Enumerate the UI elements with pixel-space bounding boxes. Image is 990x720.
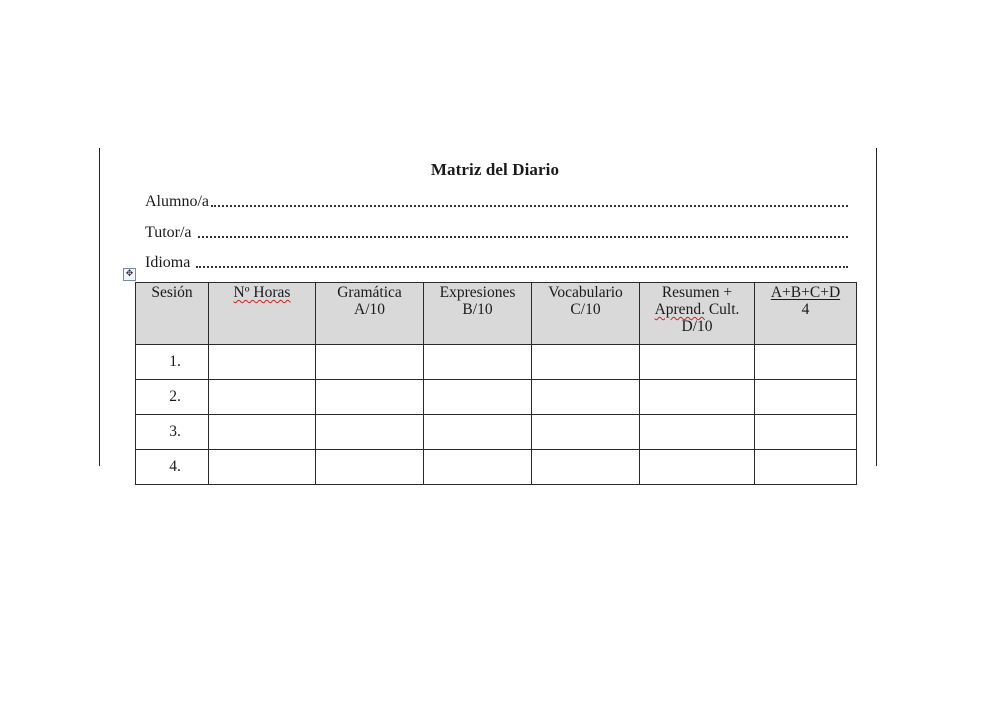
cell-horas[interactable] xyxy=(209,380,316,415)
header-total-divisor: 4 xyxy=(801,301,810,318)
header-expresiones-score: B/10 xyxy=(462,301,493,318)
alumno-field[interactable] xyxy=(145,191,848,211)
table-row xyxy=(136,415,857,450)
tutor-label: Tutor/a xyxy=(145,224,192,241)
header-total-label: A+B+C+D xyxy=(770,284,841,301)
header-gramatica-label: Gramática xyxy=(337,284,402,301)
header-vocabulario xyxy=(532,283,640,345)
table-header-row xyxy=(136,283,857,345)
row-sesion-number: 2. xyxy=(136,380,209,415)
header-vocabulario-label: Vocabulario xyxy=(548,284,623,301)
cell-horas[interactable] xyxy=(209,345,316,380)
header-expresiones-label: Expresiones xyxy=(439,284,516,301)
cell-resumen[interactable] xyxy=(640,380,755,415)
cell-horas[interactable] xyxy=(209,450,316,485)
header-horas-label: Nº Horas xyxy=(233,284,291,301)
cell-vocabulario[interactable] xyxy=(532,380,640,415)
page-left-edge xyxy=(99,148,100,466)
cell-gramatica[interactable] xyxy=(316,380,424,415)
table-move-handle-icon[interactable]: ✥ xyxy=(123,268,136,281)
table-row xyxy=(136,345,857,380)
alumno-label: Alumno/a xyxy=(145,193,209,210)
table-row xyxy=(136,450,857,485)
tutor-field[interactable] xyxy=(145,222,848,242)
header-gramatica xyxy=(316,283,424,345)
cell-total[interactable] xyxy=(755,450,857,485)
tutor-dotted-line xyxy=(198,235,848,238)
table-row xyxy=(136,380,857,415)
header-sesion xyxy=(136,283,209,345)
row-sesion-number: 1. xyxy=(136,345,209,380)
cell-gramatica[interactable] xyxy=(316,450,424,485)
cell-horas[interactable] xyxy=(209,415,316,450)
header-horas xyxy=(209,283,316,345)
table-viewport xyxy=(135,282,857,475)
cell-total[interactable] xyxy=(755,380,857,415)
header-vocabulario-score: C/10 xyxy=(570,301,601,318)
cell-expresiones[interactable] xyxy=(424,380,532,415)
cell-vocabulario[interactable] xyxy=(532,415,640,450)
header-total xyxy=(755,283,857,345)
cell-gramatica[interactable] xyxy=(316,415,424,450)
row-sesion-number: 3. xyxy=(136,415,209,450)
diary-matrix-table xyxy=(135,282,857,485)
cell-expresiones[interactable] xyxy=(424,345,532,380)
cell-resumen[interactable] xyxy=(640,415,755,450)
cell-vocabulario[interactable] xyxy=(532,345,640,380)
cell-total[interactable] xyxy=(755,345,857,380)
cell-expresiones[interactable] xyxy=(424,415,532,450)
cell-total[interactable] xyxy=(755,415,857,450)
idioma-dotted-line xyxy=(196,265,848,268)
alumno-dotted-line xyxy=(211,204,848,207)
idioma-field[interactable] xyxy=(145,252,848,272)
header-resumen xyxy=(640,283,755,345)
cell-resumen[interactable] xyxy=(640,345,755,380)
header-resumen-line2: Aprend. Cult. xyxy=(654,301,740,318)
document-title: Matriz del Diario xyxy=(430,160,560,179)
cell-vocabulario[interactable] xyxy=(532,450,640,485)
cell-gramatica[interactable] xyxy=(316,345,424,380)
header-sesion-label: Sesión xyxy=(151,284,193,301)
cell-resumen[interactable] xyxy=(640,450,755,485)
header-expresiones xyxy=(424,283,532,345)
cell-expresiones[interactable] xyxy=(424,450,532,485)
page-right-edge xyxy=(876,148,877,466)
header-resumen-line1: Resumen + xyxy=(661,284,733,301)
row-sesion-number: 4. xyxy=(136,450,209,485)
header-gramatica-score: A/10 xyxy=(354,301,385,318)
idioma-label: Idioma xyxy=(145,254,191,271)
header-resumen-score: D/10 xyxy=(681,318,713,335)
